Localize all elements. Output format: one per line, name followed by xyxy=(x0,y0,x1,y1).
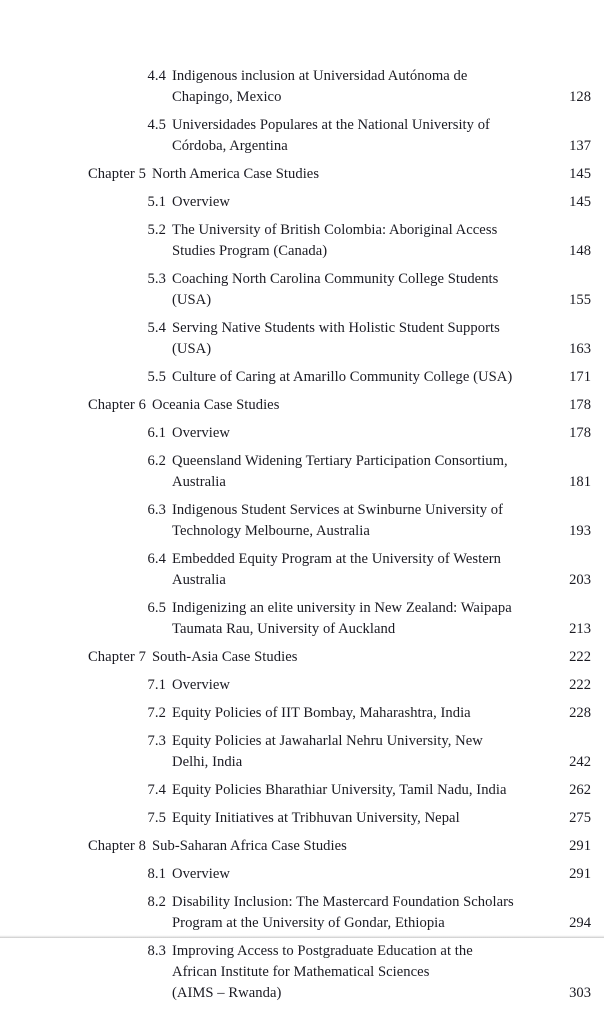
toc-entry-title xyxy=(152,164,548,185)
page-number-value: 181 xyxy=(569,474,591,490)
page-number-value: 275 xyxy=(569,810,591,826)
toc-section-number: 6.4 xyxy=(147,551,166,567)
toc-page-number xyxy=(548,66,604,108)
toc-page-number xyxy=(548,703,604,724)
toc-section-number: 7.4 xyxy=(147,782,166,798)
page-number-value: 242 xyxy=(569,754,591,770)
toc-page-number xyxy=(548,549,604,591)
toc-title-line: Oceania Case Studies xyxy=(152,397,280,413)
toc-page-number xyxy=(548,192,604,213)
page-number-value: 222 xyxy=(569,677,591,693)
toc-chapter-label: Chapter 5 xyxy=(87,166,146,182)
toc-section-number: 7.1 xyxy=(147,677,166,693)
toc-entry-title xyxy=(172,549,548,591)
toc-title-line: Improving Access to Postgraduate Education at the xyxy=(172,943,473,959)
toc-section-number: 7.2 xyxy=(147,705,166,721)
toc-title-line: Disability Inclusion: The Mastercard Foundation Scholars xyxy=(172,894,514,910)
page-number-value: 291 xyxy=(569,866,591,882)
toc-title-line: South-Asia Case Studies xyxy=(152,649,298,665)
toc-entry[interactable] xyxy=(0,808,604,829)
toc-entry[interactable] xyxy=(0,66,604,108)
toc-title-line: Technology Melbourne, Australia xyxy=(172,523,370,539)
toc-entry-title xyxy=(172,941,548,1004)
toc-entry[interactable] xyxy=(0,395,604,416)
toc-entry-title xyxy=(152,836,548,857)
toc-section-number: 5.4 xyxy=(147,320,166,336)
toc-entry[interactable] xyxy=(0,115,604,157)
toc-page-number xyxy=(548,451,604,493)
toc-page-number xyxy=(548,220,604,262)
page-number-value: 163 xyxy=(569,341,591,357)
toc-title-line: Equity Policies Bharathiar University, Tamil Nadu, India xyxy=(172,782,507,798)
toc-title-line: (USA) xyxy=(172,341,212,357)
toc-entry-title xyxy=(172,367,548,388)
toc-entry-title xyxy=(172,598,548,640)
toc-title-line: Overview xyxy=(172,194,230,210)
toc-section-number: 8.1 xyxy=(147,866,166,882)
toc-title-line: African Institute for Mathematical Sciences xyxy=(172,964,430,980)
toc-entry[interactable] xyxy=(0,500,604,542)
toc-page-number xyxy=(548,808,604,829)
toc-page-number xyxy=(548,780,604,801)
toc-title-line: Studies Program (Canada) xyxy=(172,243,328,259)
toc-section-number: 6.3 xyxy=(147,502,166,518)
toc-page-number xyxy=(548,423,604,444)
toc-entry-title xyxy=(172,675,548,696)
toc-section-number: 5.5 xyxy=(147,369,166,385)
toc-page-number xyxy=(548,318,604,360)
toc-section-number: 8.2 xyxy=(147,894,166,910)
toc-section-number: 8.3 xyxy=(147,943,166,959)
page-number-value: 137 xyxy=(569,138,591,154)
toc-page-number xyxy=(548,367,604,388)
toc-title-line: Taumata Rau, University of Auckland xyxy=(172,621,396,637)
toc-entry[interactable] xyxy=(0,269,604,311)
toc-title-line: (USA) xyxy=(172,292,212,308)
toc-entry[interactable] xyxy=(0,367,604,388)
toc-section-number: 5.3 xyxy=(147,271,166,287)
page-number-value: 193 xyxy=(569,523,591,539)
toc-title-line: Córdoba, Argentina xyxy=(172,138,288,154)
page-number-value: 178 xyxy=(569,397,591,413)
toc-entry[interactable] xyxy=(0,731,604,773)
toc-entry[interactable] xyxy=(0,780,604,801)
page-number-value: 155 xyxy=(569,292,591,308)
page-number-value: 262 xyxy=(569,782,591,798)
toc-entry-title xyxy=(172,451,548,493)
toc-entry-title xyxy=(172,731,548,773)
toc-title-line: Overview xyxy=(172,425,230,441)
toc-title-line: North America Case Studies xyxy=(152,166,320,182)
toc-title-line: Australia xyxy=(172,474,226,490)
toc-entry-title xyxy=(172,500,548,542)
page-number-value: 213 xyxy=(569,621,591,637)
toc-entry[interactable] xyxy=(0,220,604,262)
toc-entry[interactable] xyxy=(0,836,604,857)
toc-entry-title xyxy=(152,395,548,416)
toc-page-number xyxy=(548,675,604,696)
toc-section-number: 4.4 xyxy=(147,68,166,84)
page-number-value: 294 xyxy=(569,915,591,931)
toc-entry[interactable] xyxy=(0,647,604,668)
toc-entry-title xyxy=(172,220,548,262)
page-number-value: 178 xyxy=(569,425,591,441)
toc-entry-title xyxy=(172,115,548,157)
toc-section-number: 5.1 xyxy=(147,194,166,210)
toc-section-number: 6.5 xyxy=(147,600,166,616)
toc-page-number xyxy=(548,892,604,934)
toc-entry-title xyxy=(172,269,548,311)
toc-title-line: Delhi, India xyxy=(172,754,243,770)
page-number-value: 303 xyxy=(569,985,591,1001)
toc-entry-title xyxy=(172,66,548,108)
toc-section-number: 7.5 xyxy=(147,810,166,826)
toc-entry-title xyxy=(172,423,548,444)
table-of-contents-list xyxy=(0,66,604,1011)
toc-section-number: 5.2 xyxy=(147,222,166,238)
toc-title-line: Equity Initiatives at Tribhuvan University, Nepal xyxy=(172,810,460,826)
page-number-value: 203 xyxy=(569,572,591,588)
toc-page-number xyxy=(548,941,604,1004)
toc-section-number: 6.1 xyxy=(147,425,166,441)
toc-page-number xyxy=(548,598,604,640)
toc-entry[interactable] xyxy=(0,549,604,591)
toc-entry-title xyxy=(172,892,548,934)
toc-page-number xyxy=(548,731,604,773)
toc-section-number: 4.5 xyxy=(147,117,166,133)
toc-section-number: 6.2 xyxy=(147,453,166,469)
toc-entry[interactable] xyxy=(0,941,604,1004)
toc-title-line: Program at the University of Gondar, Ethiopia xyxy=(172,915,445,931)
toc-entry-title xyxy=(172,192,548,213)
toc-title-line: Indigenizing an elite university in New Zealand: Waipapa xyxy=(172,600,512,616)
toc-title-line: Universidades Populares at the National University of xyxy=(172,117,490,133)
toc-chapter-label: Chapter 7 xyxy=(87,649,146,665)
toc-page-number xyxy=(548,115,604,157)
toc-title-line: (AIMS – Rwanda) xyxy=(172,985,282,1001)
toc-entry[interactable] xyxy=(0,675,604,696)
toc-page-number xyxy=(548,836,604,857)
toc-entry[interactable] xyxy=(0,598,604,640)
toc-title-line: Coaching North Carolina Community College Students xyxy=(172,271,499,287)
toc-entry[interactable] xyxy=(0,864,604,885)
toc-title-line: Equity Policies of IIT Bombay, Maharashtra, India xyxy=(172,705,471,721)
toc-title-line: Indigenous inclusion at Universidad Autónoma de xyxy=(172,68,468,84)
toc-page-number xyxy=(548,647,604,668)
toc-entry-title xyxy=(172,864,548,885)
toc-title-line: Embedded Equity Program at the University of Western xyxy=(172,551,502,567)
toc-entry[interactable] xyxy=(0,703,604,724)
toc-title-line: The University of British Colombia: Aboriginal Access xyxy=(172,222,498,238)
toc-title-line: Queensland Widening Tertiary Participation Consortium, xyxy=(172,453,508,469)
toc-entry[interactable] xyxy=(0,164,604,185)
toc-title-line: Overview xyxy=(172,866,230,882)
toc-entry[interactable] xyxy=(0,192,604,213)
toc-title-line: Sub-Saharan Africa Case Studies xyxy=(152,838,347,854)
toc-page-number xyxy=(548,269,604,311)
toc-entry[interactable] xyxy=(0,318,604,360)
toc-entry-title xyxy=(172,318,548,360)
toc-chapter-label: Chapter 8 xyxy=(87,838,146,854)
toc-entry[interactable] xyxy=(0,451,604,493)
toc-page-number xyxy=(548,864,604,885)
page-number-value: 222 xyxy=(569,649,591,665)
toc-title-line: Chapingo, Mexico xyxy=(172,89,282,105)
toc-title-line: Culture of Caring at Amarillo Community College (USA) xyxy=(172,369,513,385)
toc-title-line: Australia xyxy=(172,572,226,588)
toc-title-line: Indigenous Student Services at Swinburne University of xyxy=(172,502,504,518)
page-number-value: 228 xyxy=(569,705,591,721)
toc-chapter-label: Chapter 6 xyxy=(87,397,146,413)
toc-title-line: Equity Policies at Jawaharlal Nehru University, New xyxy=(172,733,483,749)
page-number-value: 291 xyxy=(569,838,591,854)
toc-section-number: 7.3 xyxy=(147,733,166,749)
toc-entry-title xyxy=(152,647,548,668)
toc-entry[interactable] xyxy=(0,423,604,444)
toc-entry-title xyxy=(172,780,548,801)
toc-title-line: Overview xyxy=(172,677,230,693)
page-number-value: 145 xyxy=(569,166,591,182)
toc-page-number xyxy=(548,500,604,542)
toc-page-number xyxy=(548,164,604,185)
toc-page-number xyxy=(548,395,604,416)
page-number-value: 145 xyxy=(569,194,591,210)
toc-entry-title xyxy=(172,703,548,724)
toc-title-line: Serving Native Students with Holistic Student Supports xyxy=(172,320,500,336)
page-number-value: 171 xyxy=(569,369,591,385)
page-number-value: 128 xyxy=(569,89,591,105)
toc-entry[interactable] xyxy=(0,892,604,934)
page-number-value: 148 xyxy=(569,243,591,259)
toc-entry-title xyxy=(172,808,548,829)
